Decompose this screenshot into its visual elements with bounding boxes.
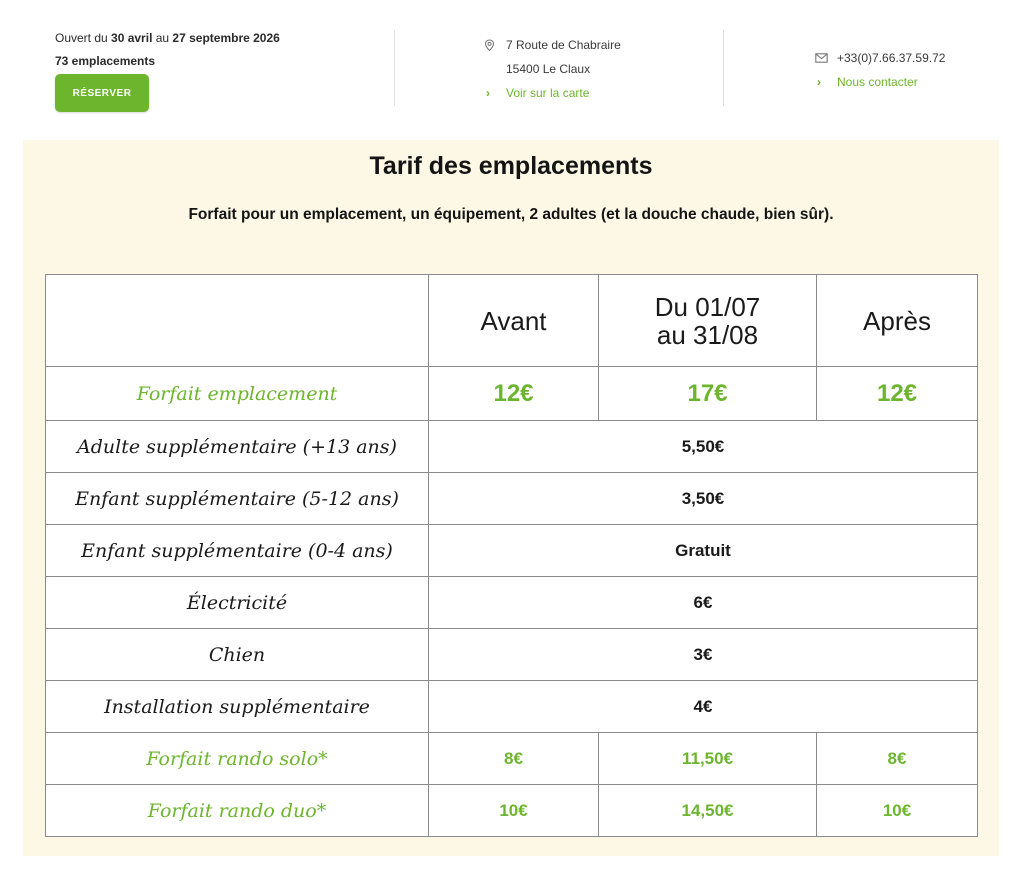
pricing-title: Tarif des emplacements	[369, 152, 653, 180]
table-header-row	[46, 275, 978, 367]
map-pin-icon	[484, 39, 506, 52]
pricing-table	[45, 274, 978, 837]
price-cell: 10€	[429, 785, 599, 837]
row-label: Forfait rando solo*	[46, 733, 429, 785]
address-line-1: 7 Route de Chabraire	[484, 33, 704, 57]
price-cell: 5,50€	[429, 421, 978, 473]
contact-block	[815, 46, 1015, 94]
divider	[723, 30, 724, 106]
chevron-right-icon: ›	[486, 86, 490, 100]
opening-dates: Ouvert du 30 avril au 27 septembre 2026	[55, 31, 280, 45]
header-empty-cell	[46, 275, 429, 367]
price-cell: 12€	[817, 367, 978, 421]
row-label: Enfant supplémentaire (5-12 ans)	[46, 473, 429, 525]
mail-icon	[815, 53, 837, 63]
price-cell: 4€	[429, 681, 978, 733]
price-cell: 3,50€	[429, 473, 978, 525]
reserve-button[interactable]: RÉSERVER	[55, 74, 149, 112]
column-header-apres: Après	[817, 275, 978, 367]
address-block	[484, 33, 704, 105]
price-cell: 8€	[817, 733, 978, 785]
price-cell: 12€	[429, 367, 599, 421]
chevron-right-icon: ›	[817, 75, 821, 89]
table-row	[46, 629, 978, 681]
table-row	[46, 367, 978, 421]
address-line-2: 15400 Le Claux	[506, 62, 591, 76]
contact-link[interactable]: › Nous contacter	[817, 75, 918, 89]
map-link[interactable]: › Voir sur la carte	[486, 86, 590, 100]
price-cell: Gratuit	[429, 525, 978, 577]
table-row	[46, 421, 978, 473]
pricing-subtitle: Forfait pour un emplacement, un équipement, 2 adultes (et la douche chaude, bien sûr).	[188, 206, 834, 223]
price-cell: 8€	[429, 733, 599, 785]
spots-count: 73 emplacements	[55, 54, 156, 68]
price-cell: 17€	[599, 367, 817, 421]
price-cell: 3€	[429, 629, 978, 681]
phone-row: +33(0)7.66.37.59.72	[815, 46, 1015, 70]
price-cell: 6€	[429, 577, 978, 629]
table-row	[46, 785, 978, 837]
price-cell: 11,50€	[599, 733, 817, 785]
divider	[394, 30, 395, 106]
opening-info	[55, 30, 375, 99]
price-cell: 14,50€	[599, 785, 817, 837]
table-row	[46, 525, 978, 577]
table-row	[46, 473, 978, 525]
column-header-summer: Du 01/07 au 31/08	[599, 275, 817, 367]
table-row	[46, 733, 978, 785]
table-row	[46, 577, 978, 629]
table-row	[46, 681, 978, 733]
row-label: Installation supplémentaire	[46, 681, 429, 733]
row-label: Électricité	[46, 577, 429, 629]
row-label: Enfant supplémentaire (0-4 ans)	[46, 525, 429, 577]
price-cell: 10€	[817, 785, 978, 837]
row-label: Chien	[46, 629, 429, 681]
row-label: Adulte supplémentaire (+13 ans)	[46, 421, 429, 473]
row-label: Forfait emplacement	[46, 367, 429, 421]
column-header-avant: Avant	[429, 275, 599, 367]
row-label: Forfait rando duo*	[46, 785, 429, 837]
pricing-panel	[23, 140, 999, 856]
info-bar	[0, 0, 1024, 130]
